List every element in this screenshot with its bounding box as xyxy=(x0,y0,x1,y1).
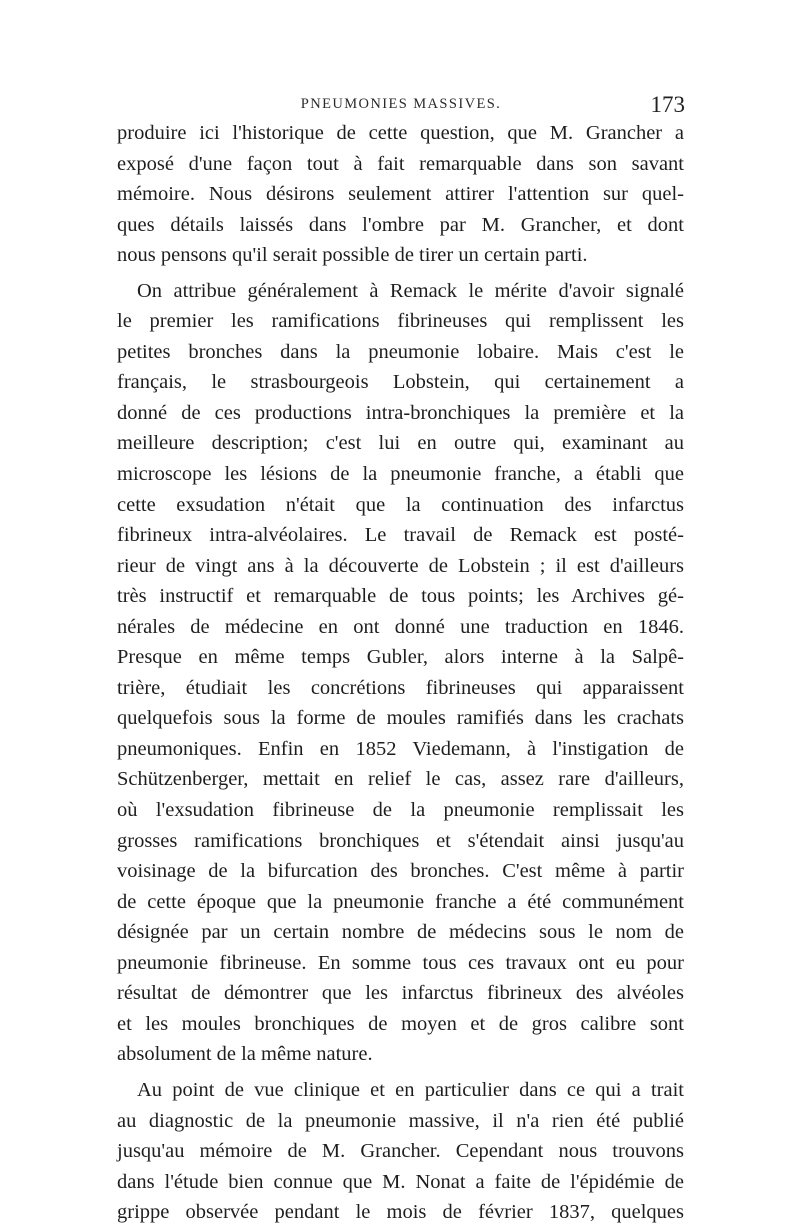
running-head xyxy=(117,92,685,118)
paragraph-2 xyxy=(117,276,684,1070)
text-line: Au point de vue clinique et en particulier dans ce qui a trait xyxy=(137,1078,684,1101)
body-text xyxy=(117,118,684,1228)
text-line: microscope les lésions de la pneumonie franche, a établi que xyxy=(117,463,684,486)
text-line: voisinage de la bifurcation des bronches. C'est même à partir xyxy=(117,860,684,883)
text-line: grosses ramifications bronchiques et s'étendait ainsi jusqu'au xyxy=(117,829,684,852)
text-line: résultat de démontrer que les infarctus fibrineux des alvéoles xyxy=(117,982,684,1005)
text-line: français, le strasbourgeois Lobstein, qui certainement a xyxy=(117,371,684,394)
text-line: et les moules bronchiques de moyen et de gros calibre sont xyxy=(117,1012,684,1035)
text-line: mémoire. Nous désirons seulement attirer l'attention sur quel- xyxy=(117,183,684,206)
text-line: petites bronches dans la pneumonie lobaire. Mais c'est le xyxy=(117,340,684,363)
text-line: le premier les ramifications fibrineuses qui remplissent les xyxy=(117,310,684,333)
text-line: de cette époque que la pneumonie franche a été communément xyxy=(117,890,684,913)
text-line: dans l'étude bien connue que M. Nonat a faite de l'épidémie de xyxy=(117,1170,684,1193)
page-number: 173 xyxy=(650,92,685,117)
text-line: absolument de la même nature. xyxy=(117,1043,373,1066)
text-line: grippe observée pendant le mois de février 1837, quelques xyxy=(117,1201,684,1224)
text-line: produire ici l'historique de cette question, que M. Grancher a xyxy=(117,122,684,144)
paragraph-1 xyxy=(117,118,684,271)
text-line: désignée par un certain nombre de médecins sous le nom de xyxy=(117,921,684,944)
text-line: Schützenberger, mettait en relief le cas, assez rare d'ailleurs, xyxy=(117,768,684,791)
paragraph-3 xyxy=(117,1075,684,1228)
text-line: pneumonie fibrineuse. En somme tous ces travaux ont eu pour xyxy=(117,951,684,974)
text-line: On attribue généralement à Remack le mérite d'avoir signalé xyxy=(137,279,684,302)
text-line: meilleure description; c'est lui en outre qui, examinant au xyxy=(117,432,684,455)
text-line: nous pensons qu'il serait possible de tirer un certain parti. xyxy=(117,244,588,267)
text-line: jusqu'au mémoire de M. Grancher. Cependant nous trouvons xyxy=(117,1140,684,1163)
text-line: pneumoniques. Enfin en 1852 Viedemann, à l'instigation de xyxy=(117,737,684,760)
text-line: rieur de vingt ans à la découverte de Lobstein ; il est d'ailleurs xyxy=(117,554,684,577)
text-line: au diagnostic de la pneumonie massive, il n'a rien été publié xyxy=(117,1109,684,1132)
text-line: très instructif et remarquable de tous points; les Archives gé- xyxy=(117,585,684,608)
text-line: ques détails laissés dans l'ombre par M. Grancher, et dont xyxy=(117,213,684,236)
text-line: Presque en même temps Gubler, alors interne à la Salpê- xyxy=(117,646,684,669)
text-line: nérales de médecine en ont donné une traduction en 1846. xyxy=(117,615,684,638)
running-title: PNEUMONIES MASSIVES. xyxy=(300,96,502,112)
text-line: quelquefois sous la forme de moules ramifiés dans les crachats xyxy=(117,707,684,730)
text-line: donné de ces productions intra-bronchiques la première et la xyxy=(117,401,684,424)
text-line: fibrineux intra-alvéolaires. Le travail de Remack est posté- xyxy=(117,524,684,547)
text-line: exposé d'une façon tout à fait remarquable dans son savant xyxy=(117,152,684,175)
text-line: trière, étudiait les concrétions fibrineuses qui apparaissent xyxy=(117,676,684,699)
text-line: cette exsudation n'était que la continuation des infarctus xyxy=(117,493,684,516)
text-line: où l'exsudation fibrineuse de la pneumonie remplissait les xyxy=(117,799,684,822)
